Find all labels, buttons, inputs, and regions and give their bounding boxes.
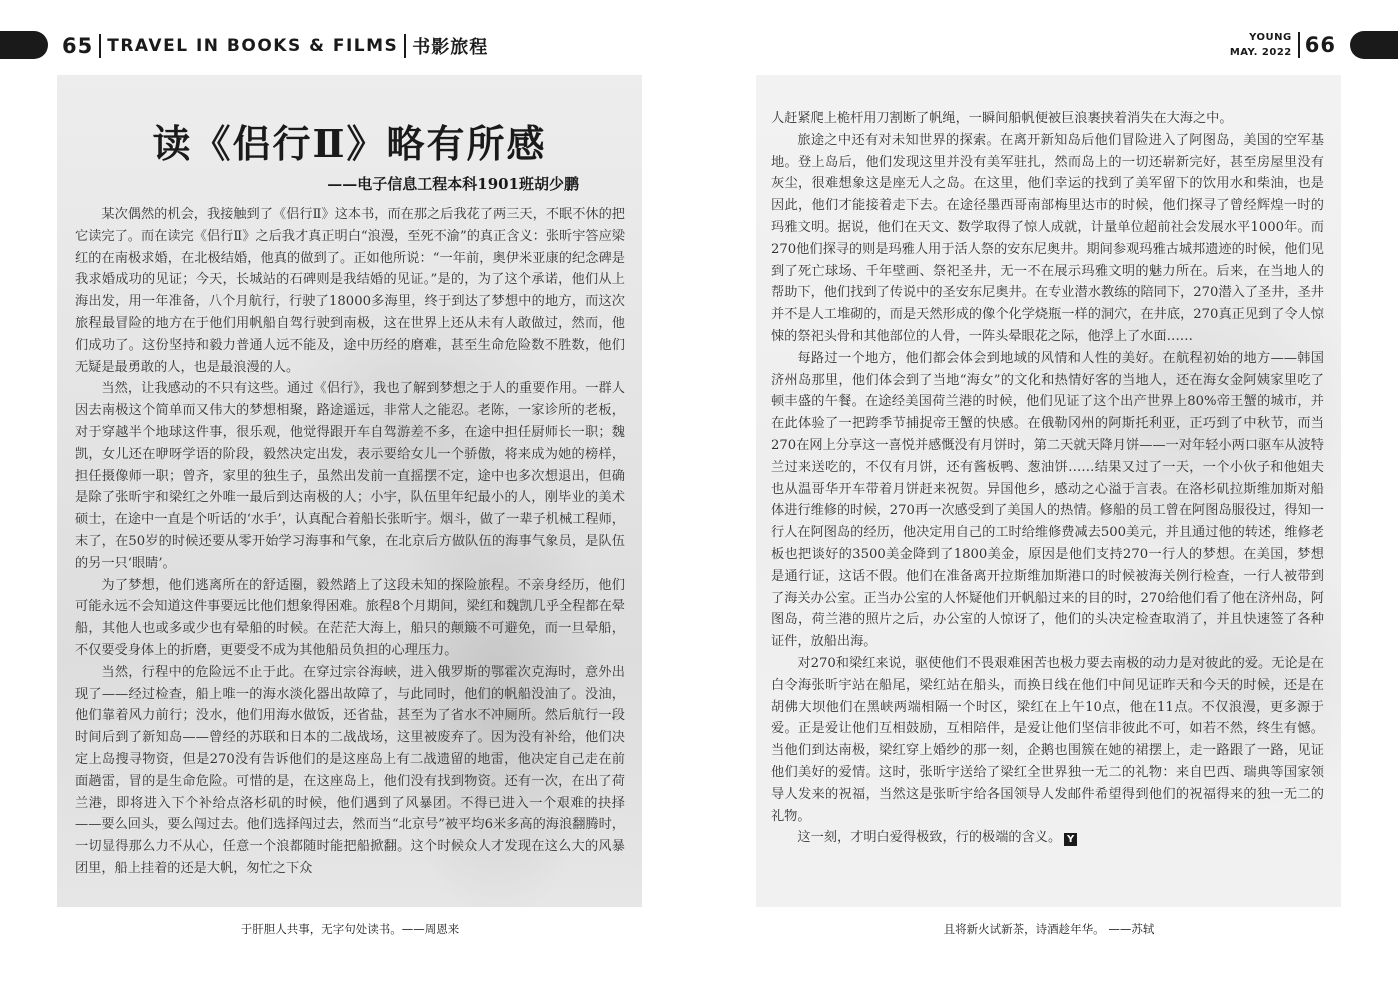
section-title-en: TRAVEL IN BOOKS & FILMS	[107, 36, 399, 56]
header-left	[62, 33, 488, 59]
page-number-right: 66	[1304, 33, 1336, 57]
issue-date: MAY. 2022	[1229, 46, 1292, 58]
issue-info	[1230, 32, 1292, 59]
end-mark-icon: Y	[1064, 833, 1077, 846]
paragraph: 对270和梁红来说，驱使他们不畏艰难困苦也极力要去南极的动力是对彼此的爱。无论是在白令海张昕宇站在船尾，梁红站在船头，而换日线在他们中间见证昨天和今天的时候，还是在胡佛大坝他们在黑峡两端相隔一个时区，梁红在上午10点，他在11点。不仅浪漫，更多源于爱。正是爱让他们互相鼓励，互相陪伴，是爱让他们坚信非彼此不可，如若不然，终生有憾。当他们到达南极，梁红穿上婚纱的那一刻，企鹅也围簇在她的裙摆上，走一路跟了一路，见证他们美好的爱情。这时，张昕宇送给了梁红全世界独一无二的礼物：来自巴西、瑞典等国家领导人发来的祝福，当然这是张昕宇给各国领导人发邮件希望得到他们的祝福得来的独一无二的礼物。	[771, 655, 1324, 824]
paragraph: 某次偶然的机会，我接触到了《侣行Ⅱ》这本书，而在那之后我花了两三天，不眠不休的把它读完了。而在读完《侣行Ⅱ》之后我才真正明白“浪漫，至死不渝”的真正含义：张昕宇答应梁红的在南极求婚，在北极结婚，他真的做到了。正如他所说：“一年前，奥伊米亚康的纪念碑是我求婚成功的见证；今天，长城站的石碑则是我结婚的见证。”是的，为了这个承诺，他们从上海出发，用一年准备，八个月航行，行驶了18000多海里，终于到达了梦想中的地方，而这次旅程最冒险的地方在于他们用帆船自驾行驶到南极，这在世界上还从未有人敢做过，然而，他们成功了。这份坚持和毅力普通人远不能及，途中历经的磨难，甚至生命危险数不胜数，他们无疑是最勇敢的人，也是最浪漫的人。	[75, 207, 625, 375]
paragraph: 当然，行程中的危险远不止于此。在穿过宗谷海峡，进入俄罗斯的鄂霍次克海时，意外出现了——经过检查，船上唯一的海水淡化器出故障了，与此同时，他们的帆船没油了。没油，他们靠着风力前行；没水，他们用海水做饭，还省盐，甚至为了省水不冲厕所。然后航行一段时间后到了新知岛——曾经的苏联和日本的二战战场，这里被废弃了。因为没有补给，他们决定上岛搜寻物资，但是270没有告诉他们的是这座岛上有二战遗留的地雷，他决定自己走在前面趟雷，冒的是生命危险。可惜的是，在这座岛上，他们没有找到物资。还有一次，在出了荷兰港，即将进入下个补给点洛杉矶的时候，他们遇到了风暴团。不得已进入一个艰难的抉择——要么回头，要么闯过去。他们选择闯过去，然而当“北京号”被平均6米多高的海浪翻腾时，一切显得那么力不从心，任意一个浪都随时能把船掀翻。这个时候众人才发现在这么大的风暴团里，船上挂着的还是大帆，匆忙之下众	[75, 664, 625, 876]
article-title: 读《侣行Ⅱ》略有所感	[152, 121, 547, 166]
paragraph-continuation: 人赶紧爬上桅杆用刀割断了帆绳，一瞬间船帆便被巨浪裹挟着消失在大海之中。	[771, 111, 1233, 126]
closing-text: 这一刻，才明白爱得极致，行的极端的含义。	[797, 830, 1062, 846]
header-tab-left	[0, 31, 48, 59]
paragraph: 当然，让我感动的不只有这些。通过《侣行》，我也了解到梦想之于人的重要作用。一群人因去南极这个简单而又伟大的梦想相聚，路途遥远，非常人之能忍。老陈，一家诊所的老板，对于穿越半个地球这件事，很乐观，他觉得跟开车自驾游差不多，在途中担任厨师长一职；魏凯，女儿还在咿呀学语的阶段，毅然决定出发，表示要给女儿一个骄傲，将来成为她的榜样，担任摄像师一职；曾齐，家里的独生子，虽然出发前一直摇摆不定，途中也多次想退出，但确是除了张昕宇和梁红之外唯一最后到达南极的人；小宇，队伍里年纪最小的人，刚毕业的美术硕士，在途中一直是个听话的‘水手’，认真配合着船长张昕宇。烟斗，做了一辈子机械工程师，末了，在50岁的时候还要从零开始学习海事和气象，在北京后方做队伍的海事气象员，是队伍的另一只‘眼睛’。	[75, 381, 625, 571]
header-divider	[404, 34, 406, 58]
page-number-left: 65	[62, 34, 94, 58]
footer-quote-right: 且将新火试新茶，诗酒趁年华。 ——苏轼	[943, 922, 1155, 936]
header-divider	[99, 34, 101, 58]
right-page-panel	[756, 75, 1341, 907]
left-page-panel	[57, 75, 642, 907]
closing-paragraph	[771, 827, 1324, 849]
section-title-zh: 书影旅程	[412, 37, 489, 58]
paragraph: 为了梦想，他们逃离所在的舒适圈，毅然踏上了这段未知的探险旅程。不亲身经历，他们可能永远不会知道这件事要远比他们想象得困难。旅程8个月期间，梁红和魏凯几乎全程都在晕船，其他人也或多或少也有晕船的时候。在茫茫大海上，船只的颠簸不可避免，而一旦晕船，不仅要受身体上的折磨，更要受不成为其他船员负担的心理压力。	[75, 577, 625, 658]
article-body-right	[771, 108, 1324, 849]
paragraph: 旅途之中还有对未知世界的探索。在离开新知岛后他们冒险进入了阿图岛，美国的空军基地。登上岛后，他们发现这里并没有美军驻扎，然而岛上的一切还崭新完好，甚至房屋里没有灰尘，很难想象这是座无人之岛。在这里，他们幸运的找到了美军留下的饮用水和柴油，也是因此，他们才能接着走下去。在途径墨西哥南部梅里达市的时候，他们探寻了曾经辉煌一时的玛雅文明。据说，他们在天文、数学取得了惊人成就，计量单位超前社会发展水平1000年。而270他们探寻的则是玛雅人用于活人祭的安东尼奥井。期间参观玛雅古城邦遗迹的时候，他们见到了死亡球场、千年壁画、祭祀圣井，无一不在展示玛雅文明的魅力所在。后来，在当地人的帮助下，他们找到了传说中的圣安东尼奥井。在专业潜水教练的陪同下，270潜入了圣井，圣井并不是人工堆砌的，而是天然形成的像个化学烧瓶一样的洞穴，在井底，270真正见到了令人惊悚的祭祀头骨和其他部位的人骨，一阵头晕眼花之际，他浮上了水面……	[771, 132, 1324, 344]
footer-quote-left: 于肝胆人共事，无字句处读书。——周恩来	[240, 922, 460, 936]
header-tab-right	[1350, 31, 1398, 59]
article-byline: ——电子信息工程本科1901班胡少鹏	[327, 175, 579, 193]
paragraph: 每路过一个地方，他们都会体会到地域的风情和人性的美好。在航程初始的地方——韩国济州岛那里，他们体会到了当地“海女”的文化和热情好客的当地人，还在海女金阿姨家里吃了顿丰盛的午餐。在途经美国荷兰港的时候，他们见证了这个出产世界上80%帝王蟹的城市，并在此体验了一把跨季节捕捉帝王蟹的快感。在俄勒冈州的阿斯托利亚，正巧到了中秋节，而当270在网上分享这一喜悦并感慨没有月饼时，第二天就天降月饼——一对年轻小两口驱车从波特兰过来送吃的，不仅有月饼，还有酱板鸭、葱油饼……结果又过了一天，一个小伙子和他姐夫也从温哥华开车带着月饼赶来祝贺。异国他乡，感动之心溢于言表。在洛杉矶拉斯维加斯对船体进行维修的时候，270再一次感受到了美国人的热情。修船的员工曾在阿图岛服役过，得知一行人在阿图岛的经历，他决定用自己的工时给维修费减去500美元，并且通过他的转述，维修老板也把谈好的3500美金降到了1800美金，原因是他们支持270一行人的梦想。在美国，梦想是通行证，这话不假。他们在准备离开拉斯维加斯港口的时候被海关例行检查，一行人被带到了海关办公室。正当办公室的人怀疑他们开帆船过来的目的时，270给他们看了他在济州岛，阿图岛，荷兰港的照片之后，办公室的人惊讶了，他们的头决定检查取消了，并且快速签了各种证件，放船出海。	[771, 350, 1324, 650]
article-body-left	[75, 204, 625, 880]
header-right	[1230, 31, 1336, 59]
header-divider	[1298, 32, 1300, 58]
magazine-brand: YOUNG	[1249, 31, 1292, 43]
